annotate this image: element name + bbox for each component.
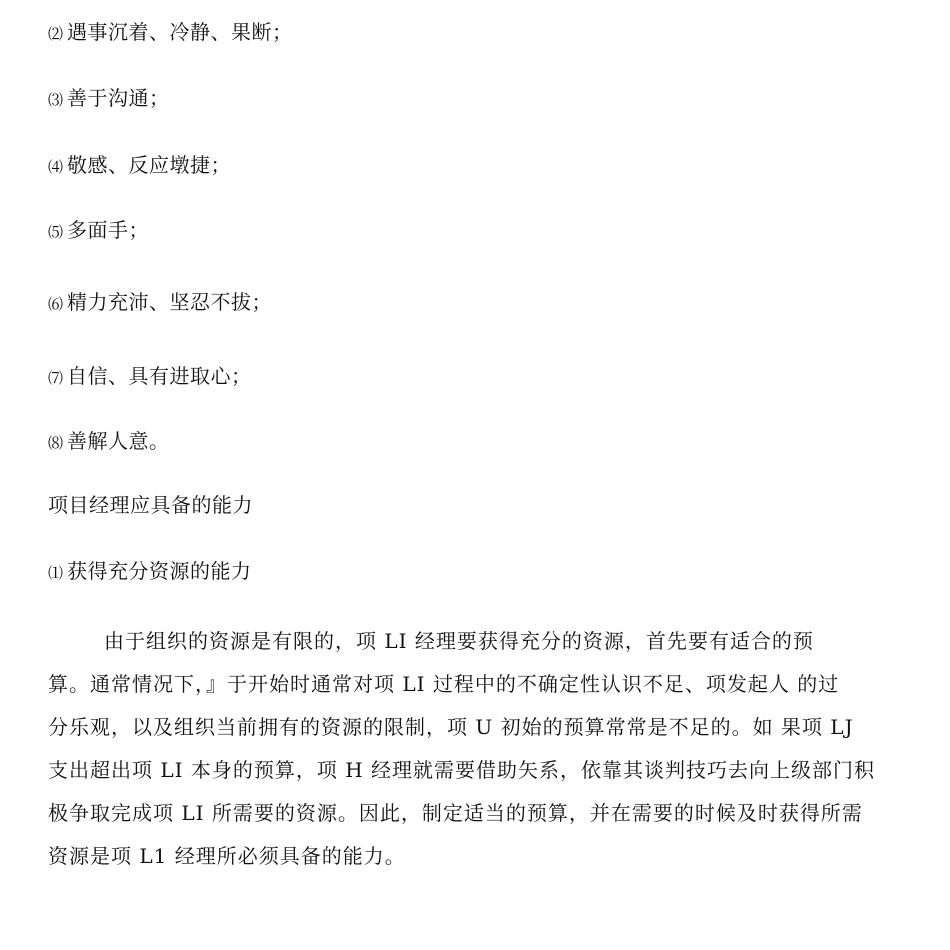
- item-number: ⑺: [48, 369, 64, 387]
- item-number: ⑸: [48, 223, 64, 241]
- list-item: [48, 18, 293, 48]
- paragraph-line: 算。通常情况下，』于开始时通常对项 LI 过程中的不确定性认识不足、项发起人 的过: [48, 672, 840, 696]
- list-item: [48, 151, 231, 181]
- item-text: 自信、具有进取心；: [67, 364, 252, 388]
- list-item: [48, 84, 170, 114]
- paragraph-line: 分乐观，以及组织当前拥有的资源的限制，项 U 初始的预算常常是不足的。如 果项 LJ: [48, 715, 854, 739]
- paragraph-line: 资源是项 L1 经理所必须具备的能力。: [48, 844, 406, 868]
- list-item: [48, 427, 170, 457]
- paragraph-line: 由于组织的资源是有限的，项 LI 经理要获得充分的资源，首先要有适合的预: [104, 629, 814, 653]
- item-text: 善解人意。: [67, 429, 170, 453]
- item-number: ⑷: [48, 158, 64, 176]
- item-text: 敬感、反应墩捷；: [67, 153, 232, 177]
- list-item: [48, 288, 272, 318]
- item-number: ⑹: [48, 295, 64, 313]
- body-paragraph: [48, 620, 908, 878]
- subheading-text: 获得充分资源的能力: [67, 559, 252, 583]
- item-text: 多面手；: [67, 218, 150, 242]
- item-number: ⑻: [48, 434, 64, 452]
- paragraph-line: 支出超出项 LI 本身的预算，项 H 经理就需要借助矢系，依靠其谈判技巧去向上级部门积: [48, 758, 876, 782]
- section-heading: 项目经理应具备的能力: [48, 493, 253, 517]
- item-text: 精力充沛、坚忍不拔；: [67, 290, 273, 314]
- list-item: [48, 362, 252, 392]
- paragraph-line: 极争取完成项 LI 所需要的资源。因此，制定适当的预算，并在需要的时候及时获得所需: [48, 801, 863, 825]
- item-text: 遇事沉着、冷静、果断；: [67, 20, 293, 44]
- list-item: [48, 216, 149, 246]
- item-number: ⑶: [48, 91, 64, 109]
- subheading: [48, 557, 252, 587]
- item-number: ⑵: [48, 25, 64, 43]
- item-text: 善于沟通；: [67, 86, 170, 110]
- subheading-number: ⑴: [48, 564, 64, 582]
